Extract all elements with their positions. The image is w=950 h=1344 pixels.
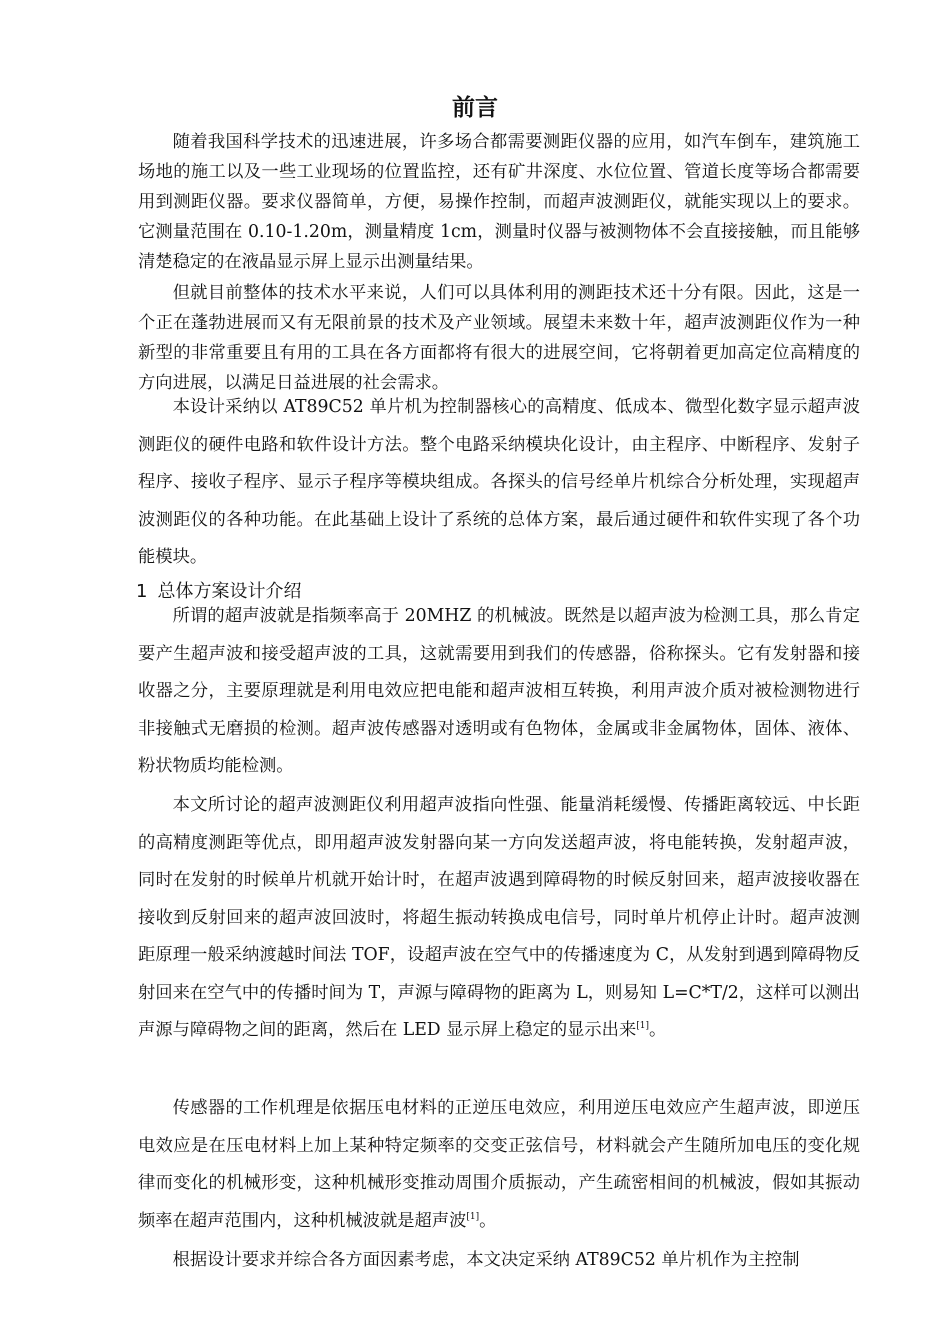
- intro-paragraph-3: 本设计采纳以 AT89C52 单片机为控制器核心的高精度、低成本、微型化数字显示超声波测距仪的硬件电路和软件设计方法。整个电路采纳模块化设计，由主程序、中断程序、发射子程序、接收子程序、显示子程序等模块组成。各探头的信号经单片机综合分析处理，实现超声波测距仪的各种功能。在此基础上设计了系统的总体方案，最后通过硬件和软件实现了各个功能模块。: [138, 397, 860, 567]
- section-paragraph-1: 所谓的超声波就是指频率高于 20MHZ 的机械波。既然是以超声波为检测工具，那么肯定要产生超声波和接受超声波的工具，这就需要用到我们的传感器，俗称探头。它有发射器和接收器之分，主要原理就是利用电效应把电能和超声波相互转换，利用声波介质对被检测物进行非接触式无磨损的检测。超声波传感器对透明或有色物体，金属或非金属物体，固体、液体、粉状物质均能检测。: [138, 606, 860, 776]
- section-paragraph-2-text: 本文所讨论的超声波测距仪利用超声波指向性强、能量消耗缓慢、传播距离较远、中长距的高精度测距等优点，即用超声波发射器向某一方向发送超声波，将电能转换，发射超声波，同时在发射的时候单片机就开始计时，在超声波遇到障碍物的时候反射回来，超声波接收器在接收到反射回来的超声波回波时，将超生振动转换成电信号，同时单片机停止计时。超声波测距原理一般采纳渡越时间法 TOF，设超声波在空气中的传播速度为 C，从发射到遇到障碍物反射回来在空气中的传播时间为 T，声源与障碍物的距离为 L，则易知 L=C*T/2，这样可以测出声源与障碍物之间的距离，然后在 LED 显示屏上稳定的显示出来: [138, 795, 860, 1040]
- sentence-end: 。: [649, 1020, 667, 1040]
- citation-mark: [1]: [636, 1021, 649, 1032]
- section-paragraph-3-text: 传感器的工作机理是依据压电材料的正逆压电效应，利用逆压电效应产生超声波，即逆压电效应是在压电材料上加上某种特定频率的交变正弦信号，材料就会产生随所加电压的变化规律而变化的机械形变，这种机械形变推动周围介质振动，产生疏密相间的机械波，假如其振动频率在超声范围内，这种机械波就是超声波: [138, 1098, 860, 1231]
- section-paragraph-3: [138, 1090, 860, 1240]
- section-paragraph-2: [138, 787, 860, 1050]
- intro-paragraph-2: 但就目前整体的技术水平来说，人们可以具体利用的测距技术还十分有限。因此，这是一个正在蓬勃进展而又有无限前景的技术及产业领域。展望未来数十年，超声波测距仪作为一种新型的非常重要且有用的工具在各方面都将有很大的进展空间，它将朝着更加高定位高精度的方向进展，以满足日益进展的社会需求。: [138, 283, 860, 393]
- page-title: 前言: [452, 95, 498, 121]
- intro-paragraph-1: 随着我国科学技术的迅速进展，许多场合都需要测距仪器的应用，如汽车倒车，建筑施工场地的施工以及一些工业现场的位置监控，还有矿井深度、水位位置、管道长度等场合都需要用到测距仪器。要求仪器简单，方便，易操作控制，而超声波测距仪，就能实现以上的要求。它测量范围在 0.10-1.20m，测量精度 1cm，测量时仪器与被测物体不会直接接触，而且能够清楚稳定的在液晶显示屏上显示出测量结果。: [138, 132, 860, 272]
- citation-mark: [1]: [466, 1211, 480, 1222]
- sentence-end: 。: [479, 1210, 497, 1231]
- section-number: 1: [136, 581, 148, 602]
- section-paragraph-4: 根据设计要求并综合各方面因素考虑，本文决定采纳 AT89C52 单片机作为主控制: [172, 1250, 800, 1270]
- section-title: 总体方案设计介绍: [157, 581, 302, 602]
